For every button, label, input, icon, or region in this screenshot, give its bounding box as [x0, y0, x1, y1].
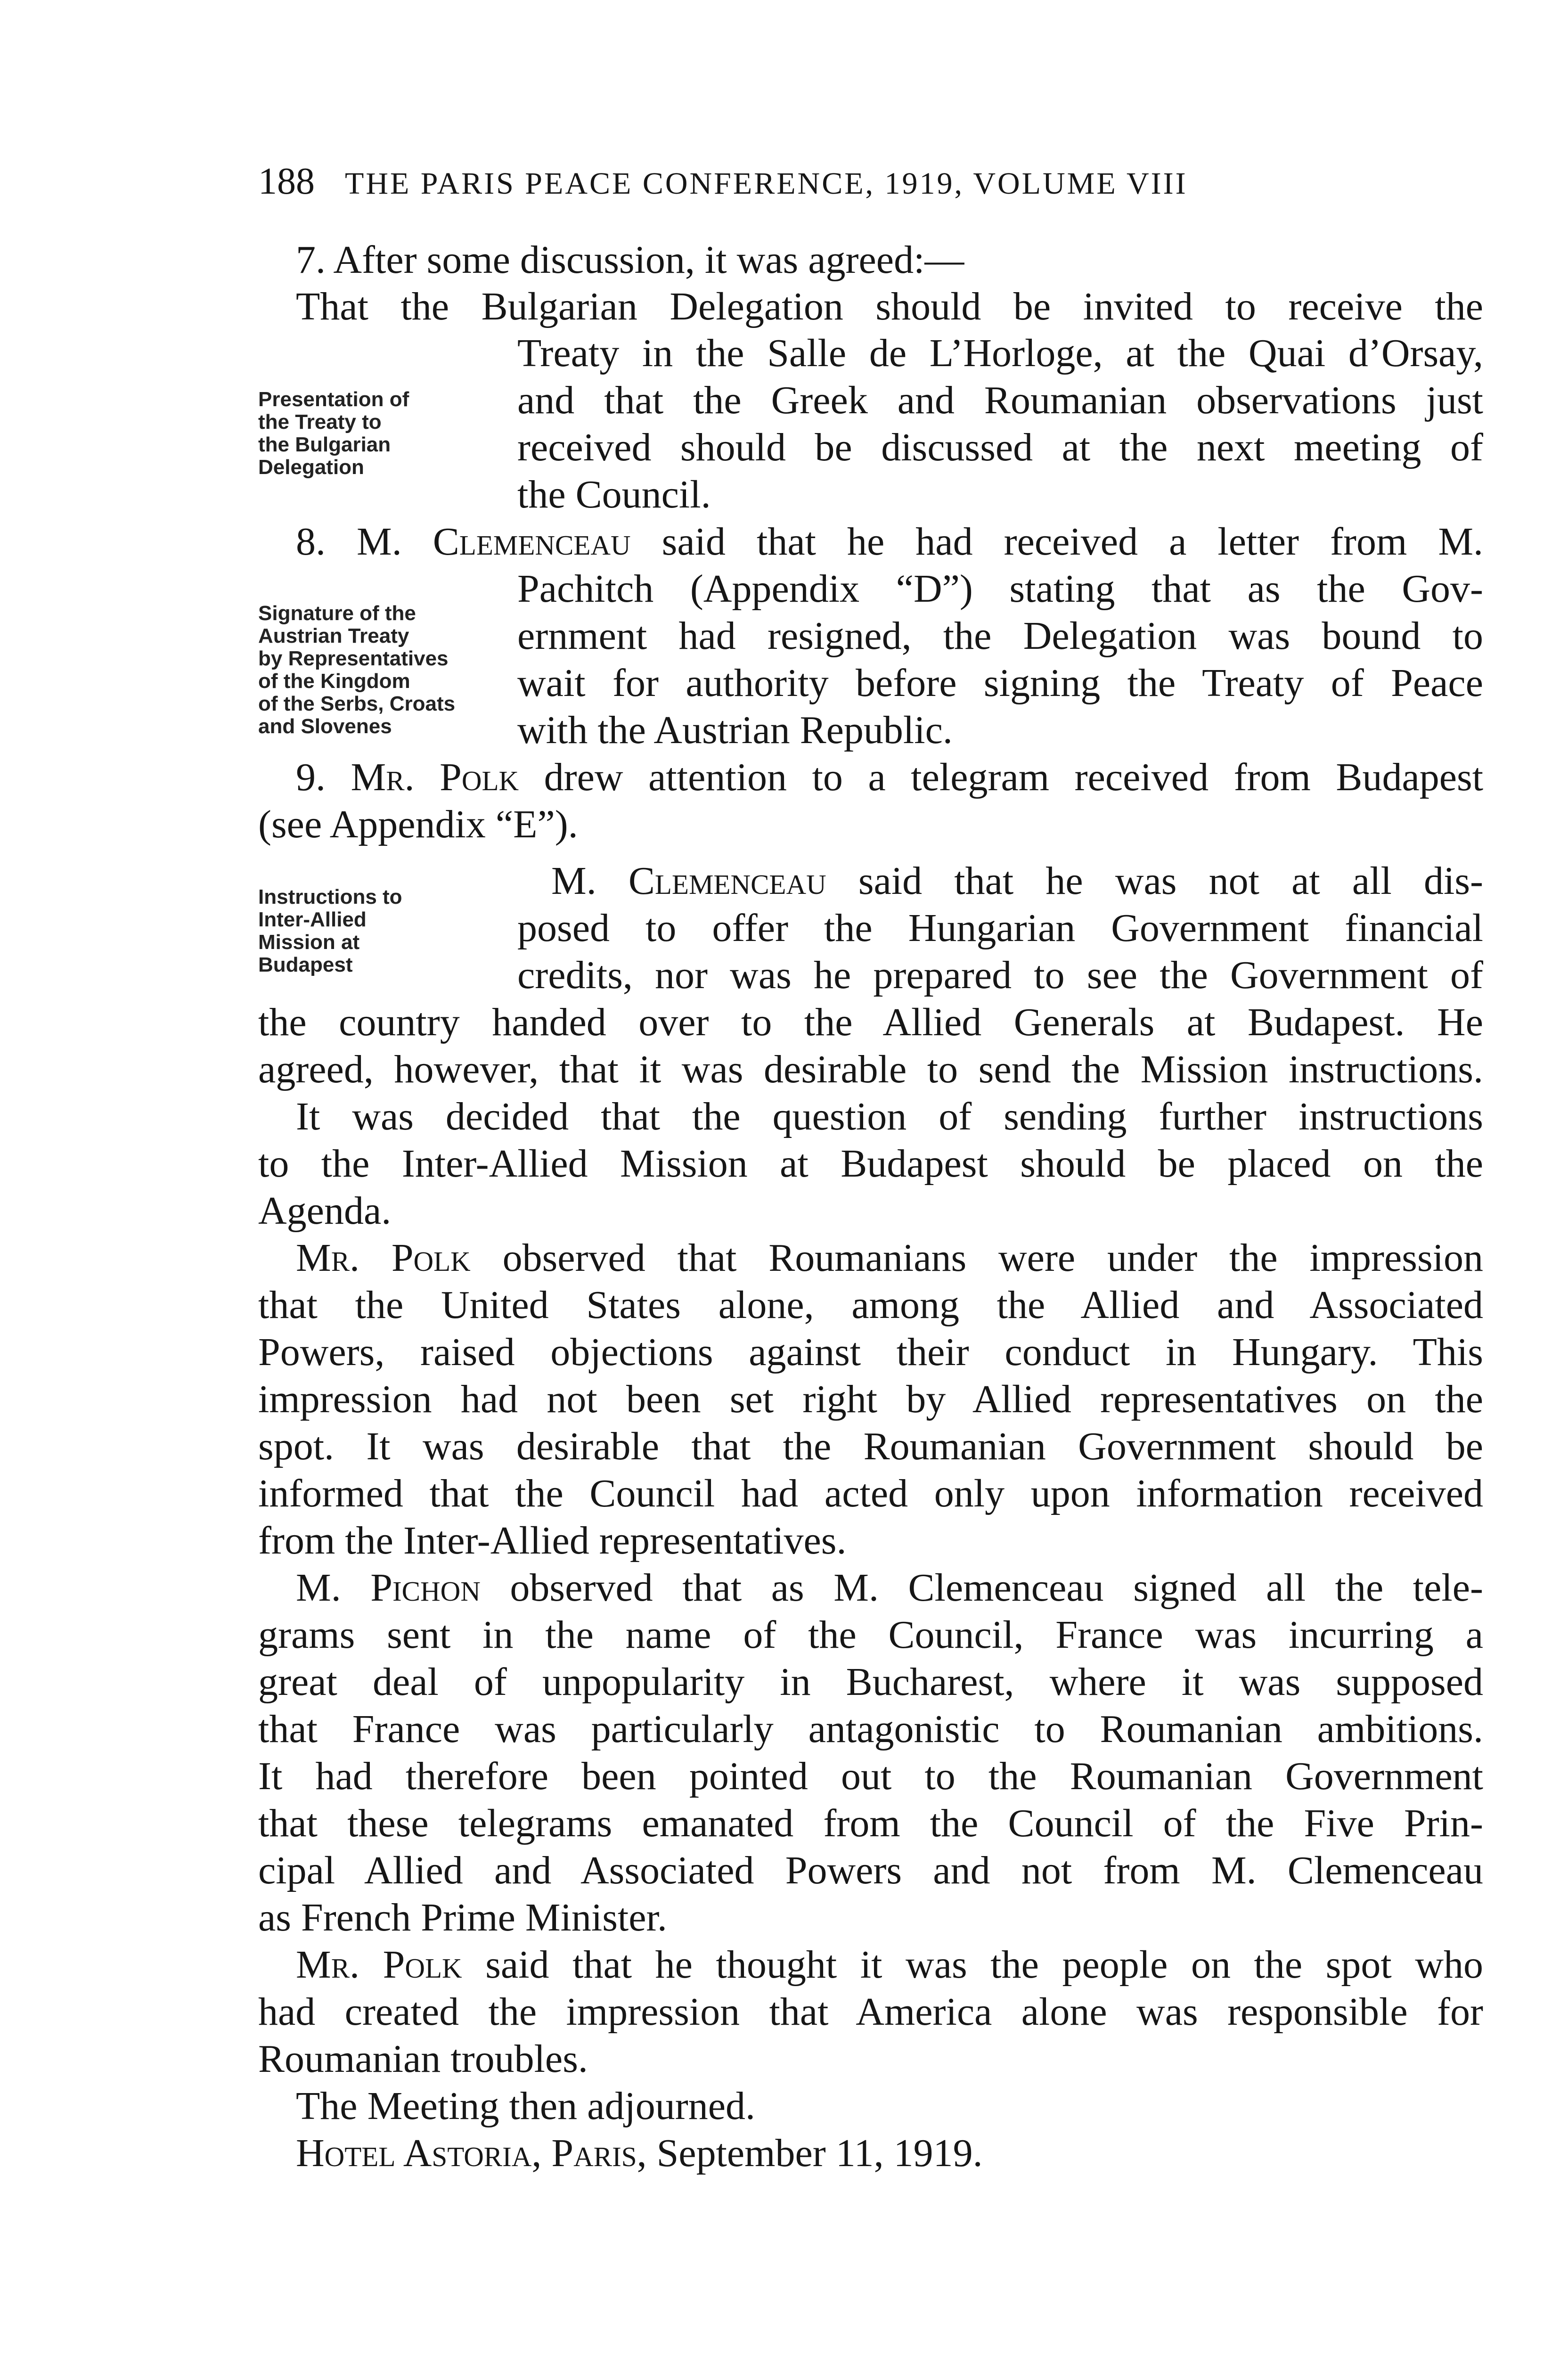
- signoff-line: Hotel Astoria, Paris, September 11, 1919.: [296, 2131, 983, 2175]
- speaker-name: Mr.: [296, 1236, 360, 1280]
- text-line: M. Clemenceau said that he was not at all dis-: [551, 859, 1484, 903]
- text-line: as French Prime Minister.: [258, 1896, 667, 1939]
- speaker-name: Clemenceau: [433, 520, 631, 564]
- text-line: had created the impression that America alone was responsible for: [258, 1990, 1483, 2034]
- text-line: Agenda.: [258, 1189, 392, 1233]
- text-line: 9. Mr. Polk drew attention to a telegram received from Budapest: [296, 755, 1484, 799]
- text-line: ernment had resigned, the Delegation was bound to: [517, 614, 1483, 658]
- text-line: posed to offer the Hungarian Government financial: [517, 906, 1483, 950]
- page-header: [258, 155, 1502, 207]
- text-line: received should be discussed at the next meeting of: [517, 425, 1483, 469]
- text-line: That the Bulgarian Delegation should be invited to receive the: [296, 285, 1483, 328]
- margin-note-austrian: Signature of the Austrian Treaty by Representatives of the Kingdom of the Serbs, Croats and Slovenes: [258, 602, 456, 738]
- text-line: cipal Allied and Associated Powers and not from M. Clemenceau: [258, 1849, 1483, 1892]
- text-line: to the Inter-Allied Mission at Budapest should be placed on the: [258, 1142, 1483, 1186]
- text-line: great deal of unpopularity in Bucharest, where it was supposed: [258, 1660, 1483, 1704]
- speaker-name: Pichon: [370, 1566, 481, 1610]
- text-line: It had therefore been pointed out to the Roumanian Government: [258, 1754, 1483, 1798]
- text-line: Treaty in the Salle de L’Horloge, at the Quai d’Orsay,: [517, 331, 1483, 375]
- margin-note-bulgarian: Presentation of the Treaty to the Bulgarian Delegation: [258, 388, 409, 479]
- text-line: 8. M. Clemenceau said that he had received a letter from M.: [296, 520, 1484, 564]
- text-line: (see Appendix “E”).: [258, 802, 578, 846]
- text-line: M. Pichon observed that as M. Clemenceau signed all the tele-: [296, 1566, 1484, 1610]
- text-line: the Council.: [517, 473, 711, 516]
- speaker-name: Polk: [383, 1943, 462, 1987]
- text-line: agreed, however, that it was desirable to send the Mission instructions.: [258, 1047, 1483, 1091]
- text-line: 7. After some discussion, it was agreed:—: [296, 238, 964, 282]
- margin-note-budapest: Instructions to Inter-Allied Mission at Budapest: [258, 885, 402, 976]
- text-line: informed that the Council had acted only upon information received: [258, 1472, 1483, 1515]
- text-line: the country handed over to the Allied Generals at Budapest. He: [258, 1000, 1483, 1044]
- place-name: Paris: [551, 2131, 637, 2175]
- text-line: grams sent in the name of the Council, France was incurring a: [258, 1613, 1483, 1657]
- text-line: that France was particularly antagonistic to Roumanian ambitions.: [258, 1707, 1483, 1751]
- text-line: spot. It was desirable that the Roumanian Government should be: [258, 1424, 1483, 1468]
- text-line: credits, nor was he prepared to see the Government of: [517, 953, 1483, 997]
- speaker-name: Mr.: [296, 1943, 360, 1987]
- text-line: Powers, raised objections against their conduct in Hungary. This: [258, 1330, 1483, 1374]
- speaker-name: Polk: [440, 755, 519, 799]
- place-name: Hotel Astoria: [296, 2131, 532, 2175]
- text-line: from the Inter-Allied representatives.: [258, 1519, 847, 1562]
- page-number: 188: [258, 161, 315, 202]
- running-title: THE PARIS PEACE CONFERENCE, 1919, VOLUME VIII: [345, 166, 1188, 201]
- text-line: that the United States alone, among the Allied and Associated: [258, 1283, 1483, 1327]
- text-line: impression had not been set right by Allied representatives on the: [258, 1377, 1483, 1421]
- speaker-name: Clemenceau: [628, 859, 826, 903]
- text-line: with the Austrian Republic.: [517, 708, 953, 752]
- text-line: It was decided that the question of sending further instructions: [296, 1095, 1483, 1138]
- text-line: Mr. Polk observed that Roumanians were under the impression: [296, 1236, 1484, 1280]
- text-line: wait for authority before signing the Treaty of Peace: [517, 661, 1483, 705]
- text-line: Mr. Polk said that he thought it was the people on the spot who: [296, 1943, 1484, 1987]
- speaker-name: Mr.: [351, 755, 415, 799]
- text-line: and that the Greek and Roumanian observations just: [517, 378, 1483, 422]
- text-line: Roumanian troubles.: [258, 2037, 588, 2081]
- text-line: The Meeting then adjourned.: [296, 2084, 756, 2128]
- text-line: that these telegrams emanated from the Council of the Five Prin-: [258, 1801, 1483, 1845]
- speaker-name: Polk: [391, 1236, 471, 1280]
- text-line: Pachitch (Appendix “D”) stating that as the Gov-: [517, 567, 1483, 611]
